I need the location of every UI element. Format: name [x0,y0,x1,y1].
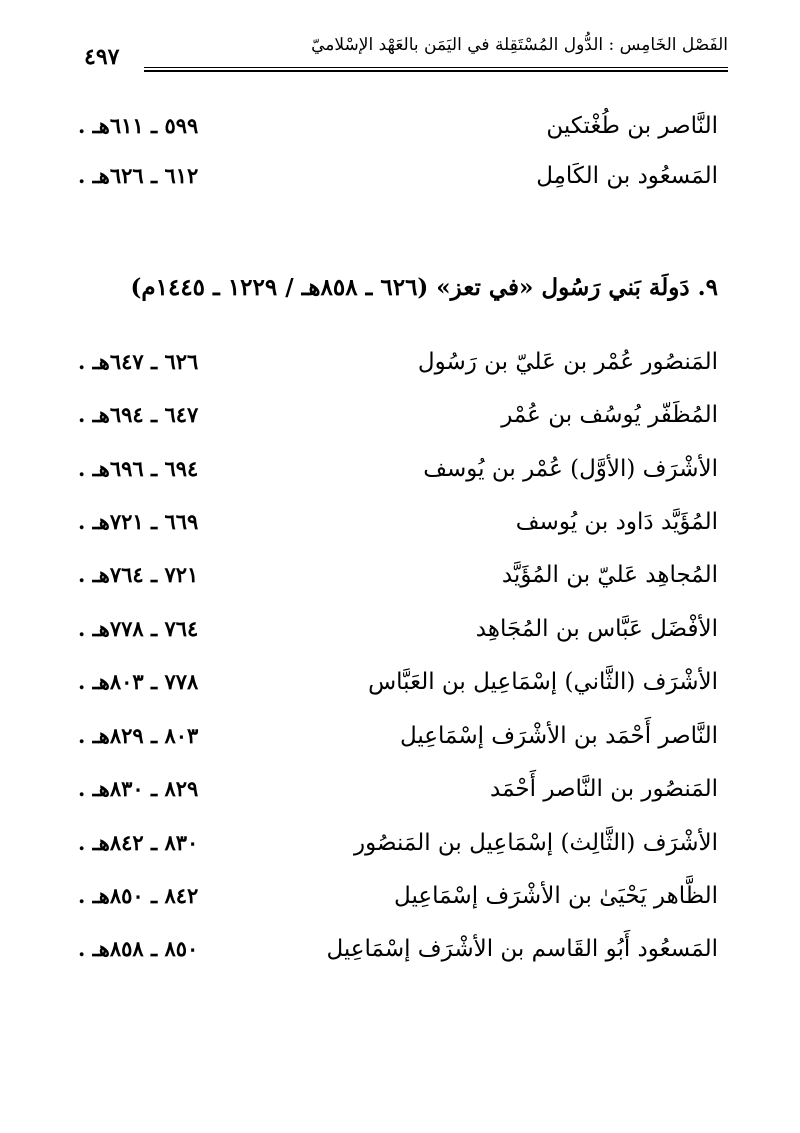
ruler-name: النَّاصر بن طُغْتكين [546,113,718,139]
ruler-name: المَنصُور عُمْر بن عَليّ بن رَسُول [417,349,718,375]
reign-dates: ٧٧٨ ـ ٨٠٣هـ . [78,669,199,694]
header-rule-thick [144,70,728,72]
section-heading: ٩. دَولَة بَني رَسُول «في تعز» (٦٢٦ ـ ٨٥٨هـ / ١٢٢٩ ـ ١٤٤٥م) [130,274,718,301]
reign-dates: ٦٢٦ ـ ٦٤٧هـ . [78,349,199,374]
list-item [78,929,718,969]
reign-dates: ٥٩٩ ـ ٦١١هـ . [78,113,199,138]
reign-dates: ٦٦٩ ـ ٧٢١هـ . [78,509,199,534]
reign-dates: ٧٢١ ـ ٧٦٤هـ . [78,562,199,587]
list-item [78,555,718,595]
list-item [78,449,718,489]
reign-dates: ٨٢٩ ـ ٨٣٠هـ . [78,776,199,801]
ruler-name: المُجاهِد عَليّ بن المُؤَيَّد [501,562,718,588]
ruler-name: المُؤَيَّد دَاود بن يُوسف [515,509,718,535]
reign-dates: ٦٩٤ ـ ٦٩٦هـ . [78,456,199,481]
page-header [78,28,728,68]
running-title: الفَصْل الخَامِس : الدُّول المُسْتَقِلة في اليَمَن بالعَهْد الإسْلاميّ [311,35,728,55]
list-item [78,876,718,916]
ruler-name: الأفْضَل عَبَّاس بن المُجَاهِد [475,616,718,642]
list-item [78,502,718,542]
page-number: ٤٩٧ [84,44,120,70]
header-rule-thin [144,67,728,68]
reign-dates: ٧٦٤ ـ ٧٧٨هـ . [78,616,199,641]
list-item [78,609,718,649]
list-item [78,342,718,382]
reign-dates: ٦١٢ ـ ٦٢٦هـ . [78,163,199,188]
list-item [78,156,718,196]
ruler-name: المُظَفّر يُوسُف بن عُمْر [501,402,718,428]
list-item [78,662,718,702]
list-item [78,395,718,435]
reign-dates: ٨٤٢ ـ ٨٥٠هـ . [78,883,199,908]
ruler-name: النَّاصر أَحْمَد بن الأشْرَف إسْمَاعِيل [399,723,718,749]
reign-dates: ٨٣٠ ـ ٨٤٢هـ . [78,830,199,855]
reign-dates: ٨٠٣ ـ ٨٢٩هـ . [78,723,199,748]
ruler-name: المَسعُود أَبُو القَاسم بن الأشْرَف إسْمَاعِيل [326,936,718,962]
list-item [78,716,718,756]
ruler-name: المَسعُود بن الكَامِل [536,163,718,189]
list-item [78,106,718,146]
list-item [78,823,718,863]
ruler-name: الأشْرَف (الأوَّل) عُمْر بن يُوسف [423,456,718,482]
ruler-name: المَنصُور بن النَّاصر أَحْمَد [490,776,718,802]
ruler-name: الظَّاهر يَحْيَىٰ بن الأشْرَف إسْمَاعِيل [394,883,718,909]
reign-dates: ٦٤٧ ـ ٦٩٤هـ . [78,402,199,427]
ruler-name: الأشْرَف (الثَّالِث) إسْمَاعِيل بن المَنصُور [354,830,718,856]
reign-dates: ٨٥٠ ـ ٨٥٨هـ . [78,936,199,961]
list-item [78,769,718,809]
ruler-name: الأشْرَف (الثَّاني) إسْمَاعِيل بن العَبَّاس [368,669,718,695]
